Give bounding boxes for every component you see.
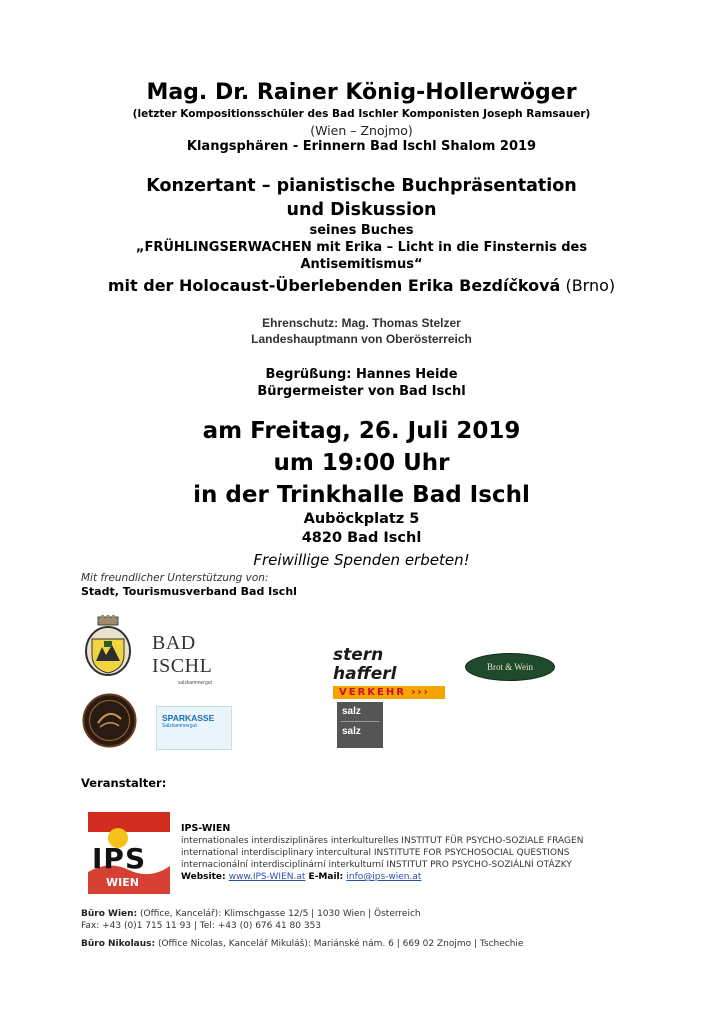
support-sponsors: Stadt, Tourismusverband Bad Ischl [81,585,297,598]
ips-line-de: internationales interdisziplinäres interkulturelles INSTITUT FÜR PSYCHO-SOZIALE FRAGEN [181,836,584,846]
event-time: um 19:00 Uhr [273,450,450,476]
ips-contact-line [181,872,421,882]
organizer-label: Veranstalter: [81,776,167,790]
bad-ischl-logo-sub: salzkammergut [178,680,212,686]
sparkasse-logo-text: SPARKASSE [162,713,215,723]
bad-ischl-logo-text: BAD ISCHL [152,632,213,677]
patronage-line2: Landeshauptmann von Oberösterreich [251,332,472,346]
event-venue: in der Trinkhalle Bad Ischl [193,482,530,508]
bad-ischl-crest-logo [82,615,134,677]
ips-wien-logo-sub: WIEN [106,876,139,889]
website-label: Website: [181,872,229,882]
book-title-line2: Antisemitismus“ [300,257,423,272]
stern-hafferl-logo [333,645,451,698]
sparkasse-logo [156,706,232,750]
guest-line [0,276,723,295]
guest-surname: Bezdíčková [459,276,561,295]
office-wien-label: Büro Wien: [81,909,138,919]
office-nikolaus-address: (Office Nicolas, Kancelář Mikuláš): Mariánské nám. 6 | 669 02 Znojmo | Tschechie [155,939,524,949]
office-wien [81,909,421,919]
ips-line-cz: internacionální interdisciplinární interkulturní INSTITUT PRO PSYCHO-SOZIÁLNÍ OTÁZKY [181,860,572,870]
support-intro: Mit freundlicher Unterstützung von: [81,572,269,584]
ips-wien-name: IPS-WIEN [181,823,231,834]
guest-prefix: mit der Holocaust-Überlebenden Erika [107,276,460,295]
office-wien-address: (Office, Kancelář): Klimschgasse 12/5 | 1030 Wien | Österreich [137,909,421,919]
welcome-line1: Begrüßung: Hannes Heide [265,367,458,382]
brot-wein-logo [465,653,555,681]
event-title-line1: Konzertant – pianistische Buchpräsentation [146,176,577,196]
donation-note: Freiwillige Spenden erbeten! [253,551,470,569]
book-title-line1: „FRÜHLINGSERWACHEN mit Erika – Licht in die Finsternis des [135,240,588,255]
salz-tv-logo-text-2: salz [342,726,361,737]
ips-wien-logo [88,812,170,894]
ips-wien-logo-text: IPS [92,842,147,875]
organizer-location: (Wien – Znojmo) [310,123,413,138]
welcome-line2: Bürgermeister von Bad Ischl [257,384,466,399]
brot-wein-logo-text: Brot & Wein [486,662,534,672]
salz-tv-logo-text-1: salz [342,706,361,717]
ips-line-en: international interdisciplinary intercultural INSTITUTE FOR PSYCHOSOCIAL QUESTIONS [181,848,570,858]
email-label: E-Mail: [305,872,347,882]
salz-tv-logo [337,702,383,748]
website-link[interactable]: www.IPS-WIEN.at [228,872,306,882]
book-intro: seines Buches [309,223,414,238]
organizer-name: Mag. Dr. Rainer König-Hollerwöger [146,80,577,105]
sparkasse-logo-sub: Salzkammergut [162,723,197,729]
event-series: Klangsphären - Erinnern Bad Ischl Shalom 2019 [186,139,537,154]
stern-hafferl-logo-text: stern hafferl [333,645,397,684]
round-dark-logo [82,693,137,748]
venue-street: Auböckplatz 5 [303,511,420,527]
venue-city: 4820 Bad Ischl [301,530,422,546]
bad-ischl-logo [152,632,252,686]
office-wien-phone: Fax: +43 (0)1 715 11 93 | Tel: +43 (0) 676 41 80 353 [81,921,322,931]
office-nikolaus-label: Büro Nikolaus: [81,939,156,949]
event-date: am Freitag, 26. Juli 2019 [202,418,521,444]
event-title-line2: und Diskussion [286,200,437,220]
email-link[interactable]: info@ips-wien.at [346,872,422,882]
office-nikolaus [81,939,523,949]
guest-city: (Brno) [560,276,616,295]
organizer-subtitle: (letzter Kompositionsschüler des Bad Ischler Komponisten Joseph Ramsauer) [132,108,591,120]
stern-hafferl-logo-sub: VERKEHR ››› [333,686,445,699]
patronage-line1: Ehrenschutz: Mag. Thomas Stelzer [262,316,461,330]
